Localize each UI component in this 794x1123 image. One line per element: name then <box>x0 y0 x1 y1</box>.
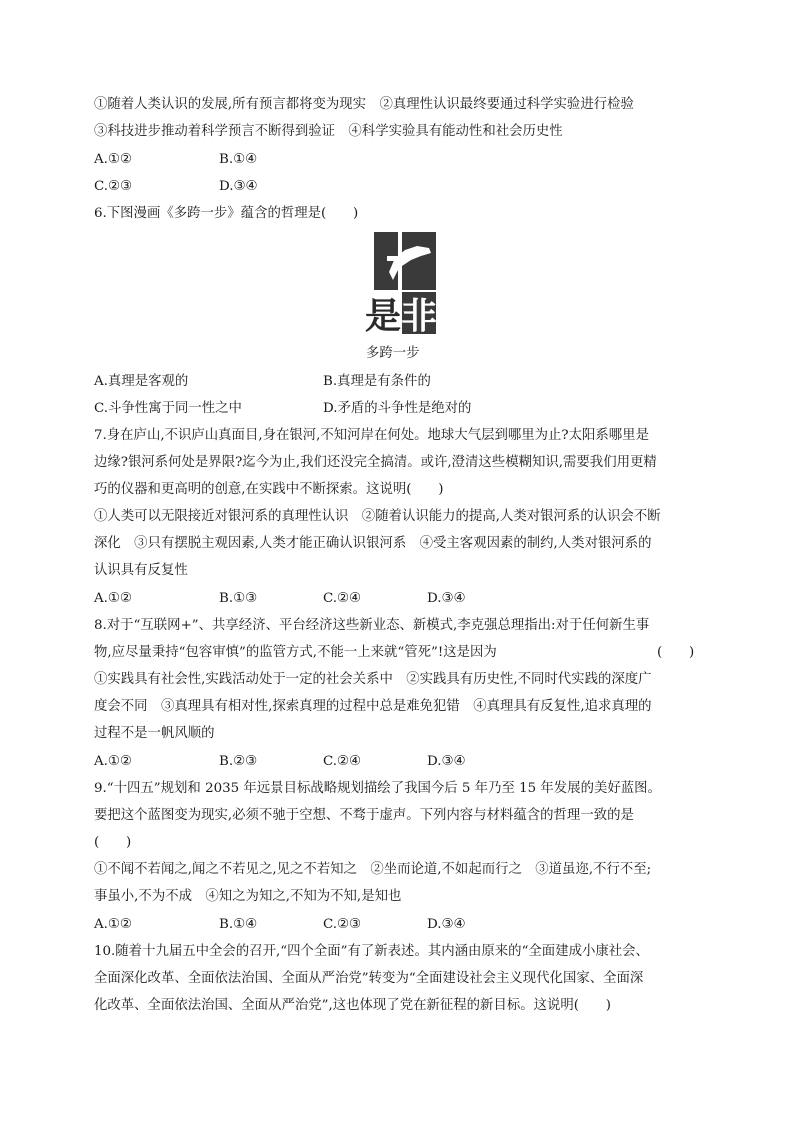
q10-stem-line-2: 全面深化改革、全面依法治国、全面从严治党”转变为“全面建设社会主义现代化国家、全面深 <box>94 971 644 986</box>
q9-answer-paren[interactable]: ( ) <box>94 835 132 850</box>
q8-option-b[interactable]: B.②③ <box>219 754 258 769</box>
q9-option-c[interactable]: C.②③ <box>323 917 362 932</box>
q9-option-b[interactable]: B.①④ <box>219 917 258 932</box>
q8-option-c[interactable]: C.②④ <box>323 754 362 769</box>
q8-statement-line-1: ①实践具有社会性,实践活动处于一定的社会关系中 ②实践具有历史性,不同时代实践的深度广 <box>94 672 652 687</box>
q7-statement-line-3: 认识具有反复性 <box>94 563 188 578</box>
q8-stem-line-1: 8.对于“互联网+”、共享经济、平台经济这些新业态、新模式,李克强总理指出:对于任何新生事 <box>94 618 650 633</box>
q10-stem-line-1: 10.随着十九届五中全会的召开,“四个全面”有了新表述。其内涵由原来的“全面建成小康社会、 <box>94 944 649 959</box>
q7-statement-line-1: ①人类可以无限接近对银河系的真理性认识 ②随着认识能力的提高,人类对银河系的认识会不断 <box>94 509 661 524</box>
q9-option-d[interactable]: D.③④ <box>427 917 466 932</box>
q9-stem-line-2: 要把这个蓝图变为现实,必须不驰于空想、不骛于虚声。下列内容与材料蕴含的哲理一致的是 <box>94 808 634 823</box>
q7-stem-line-2: 边缘?银河系何处是界限?迄今为止,我们还没完全搞清。或许,澄清这些模糊知识,需要我们用更精 <box>94 455 657 470</box>
q8-answer-paren[interactable]: ( ) <box>657 645 695 660</box>
q5-option-d[interactable]: D.③④ <box>219 179 258 194</box>
cartoon-image <box>365 228 445 336</box>
cartoon-caption: 多跨一步 <box>366 346 420 361</box>
q10-stem-line-3: 化改革、全面依法治国、全面从严治党”,这也体现了党在新征程的新目标。这说明( ) <box>94 998 612 1013</box>
q9-statement-line-1: ①不闻不若闻之,闻之不若见之,见之不若知之 ②坐而论道,不如起而行之 ③道虽迩,不行不至; <box>94 862 652 877</box>
q6-stem: 6.下图漫画《多跨一步》蕴含的哲理是( ) <box>94 206 359 221</box>
q7-option-d[interactable]: D.③④ <box>427 591 466 606</box>
q5-option-b[interactable]: B.①④ <box>219 152 258 167</box>
cartoon-char-fei: 非 <box>400 296 438 336</box>
q5-option-a[interactable]: A.①② <box>94 152 132 167</box>
q5-statement-line-1: ①随着人类认识的发展,所有预言都将变为现实 ②真理性认识最终要通过科学实验进行检验 <box>94 97 634 112</box>
q7-option-a[interactable]: A.①② <box>94 591 132 606</box>
q9-statement-line-2: 事虽小,不为不成 ④知之为知之,不知为不知,是知也 <box>94 889 402 904</box>
q6-option-c[interactable]: C.斗争性寓于同一性之中 <box>94 401 242 416</box>
q5-option-c[interactable]: C.②③ <box>94 179 133 194</box>
q6-option-a[interactable]: A.真理是客观的 <box>94 374 189 389</box>
q8-option-d[interactable]: D.③④ <box>427 754 466 769</box>
q8-stem-line-2: 物,应尽量秉持“包容审慎”的监管方式,不能一上来就“管死”!这是因为 <box>94 645 497 660</box>
q6-option-d[interactable]: D.矛盾的斗争性是绝对的 <box>323 401 472 416</box>
q6-option-b[interactable]: B.真理是有条件的 <box>323 374 431 389</box>
q9-option-a[interactable]: A.①② <box>94 917 132 932</box>
q8-statement-line-2: 度会不同 ③真理具有相对性,探索真理的过程中总是难免犯错 ④真理具有反复性,追求真理的 <box>94 699 652 714</box>
q7-option-b[interactable]: B.①③ <box>219 591 258 606</box>
q8-statement-line-3: 过程不是一帆风顺的 <box>94 726 215 741</box>
q7-stem-line-3: 巧的仪器和更高明的创意,在实践中不断探索。这说明( ) <box>94 482 444 497</box>
q8-option-a[interactable]: A.①② <box>94 754 132 769</box>
q7-statement-line-2: 深化 ③只有摆脱主观因素,人类才能正确认识银河系 ④受主客观因素的制约,人类对银河系的 <box>94 536 652 551</box>
q5-statement-line-2: ③科技进步推动着科学预言不断得到验证 ④科学实验具有能动性和社会历史性 <box>94 124 563 139</box>
q9-stem-line-1: 9.“十四五”规划和 2035 年远景目标战略规划描绘了我国今后 5 年乃至 15 年发展的美好蓝图。 <box>94 781 661 796</box>
q7-option-c[interactable]: C.②④ <box>323 591 362 606</box>
cartoon-char-shi: 是 <box>365 296 402 336</box>
q7-stem-line-1: 7.身在庐山,不识庐山真面目,身在银河,不知河岸在何处。地球大气层到哪里为止?太阳系哪里是 <box>94 428 649 443</box>
